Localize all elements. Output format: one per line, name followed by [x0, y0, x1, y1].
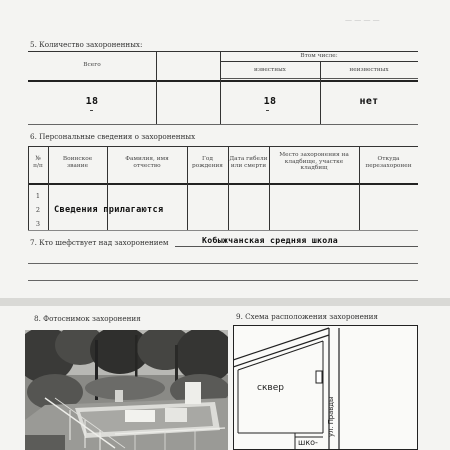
- section9-title: 9. Схема расположения захоронения: [236, 312, 378, 321]
- section8-title: 8. Фотоснимок захоронения: [34, 314, 141, 323]
- bleed-through-text: — — — —: [345, 16, 380, 24]
- total-value: 18: [85, 96, 99, 107]
- col-total-header: Всего: [83, 62, 101, 68]
- header-place: Место захоронения на кладбище, участке кладбищ: [279, 152, 349, 172]
- header-from: Откуда перезахоронен: [365, 156, 412, 169]
- header-death: Дата гибели или смерти: [229, 156, 268, 169]
- patron-value: Кобыжчанская средняя школа: [202, 235, 338, 245]
- row-number: 2: [35, 206, 41, 214]
- col-known-header: известных: [254, 67, 286, 73]
- col-unknown-header: неизвестных: [349, 67, 389, 73]
- details-attached-note: Сведения прилагаются: [54, 205, 164, 215]
- grave-photo: [25, 330, 228, 450]
- location-scheme: [233, 325, 418, 450]
- section6-title: 6. Персональные сведения о захороненных: [30, 132, 196, 141]
- row-number: 1: [35, 192, 41, 200]
- header-num: № п/п: [33, 156, 43, 169]
- park-label: сквер: [257, 383, 284, 393]
- school-label: шко-: [298, 438, 318, 447]
- row-number: 3: [35, 220, 41, 228]
- col-incl-header: Втом числе:: [300, 53, 338, 59]
- unknown-value: нет: [359, 96, 379, 107]
- header-rank: Воинское звание: [62, 156, 93, 169]
- section7-title: 7. Кто шефствует над захоронением: [30, 238, 169, 247]
- street-label: ул. Правды: [327, 396, 335, 437]
- header-birth: Год рождения: [192, 156, 223, 169]
- section5-title: 5. Количество захороненных:: [30, 40, 143, 49]
- grave-photo-image: [25, 330, 228, 450]
- header-name: Фамилия, имя отчество: [125, 156, 169, 169]
- known-value: 18: [263, 96, 277, 107]
